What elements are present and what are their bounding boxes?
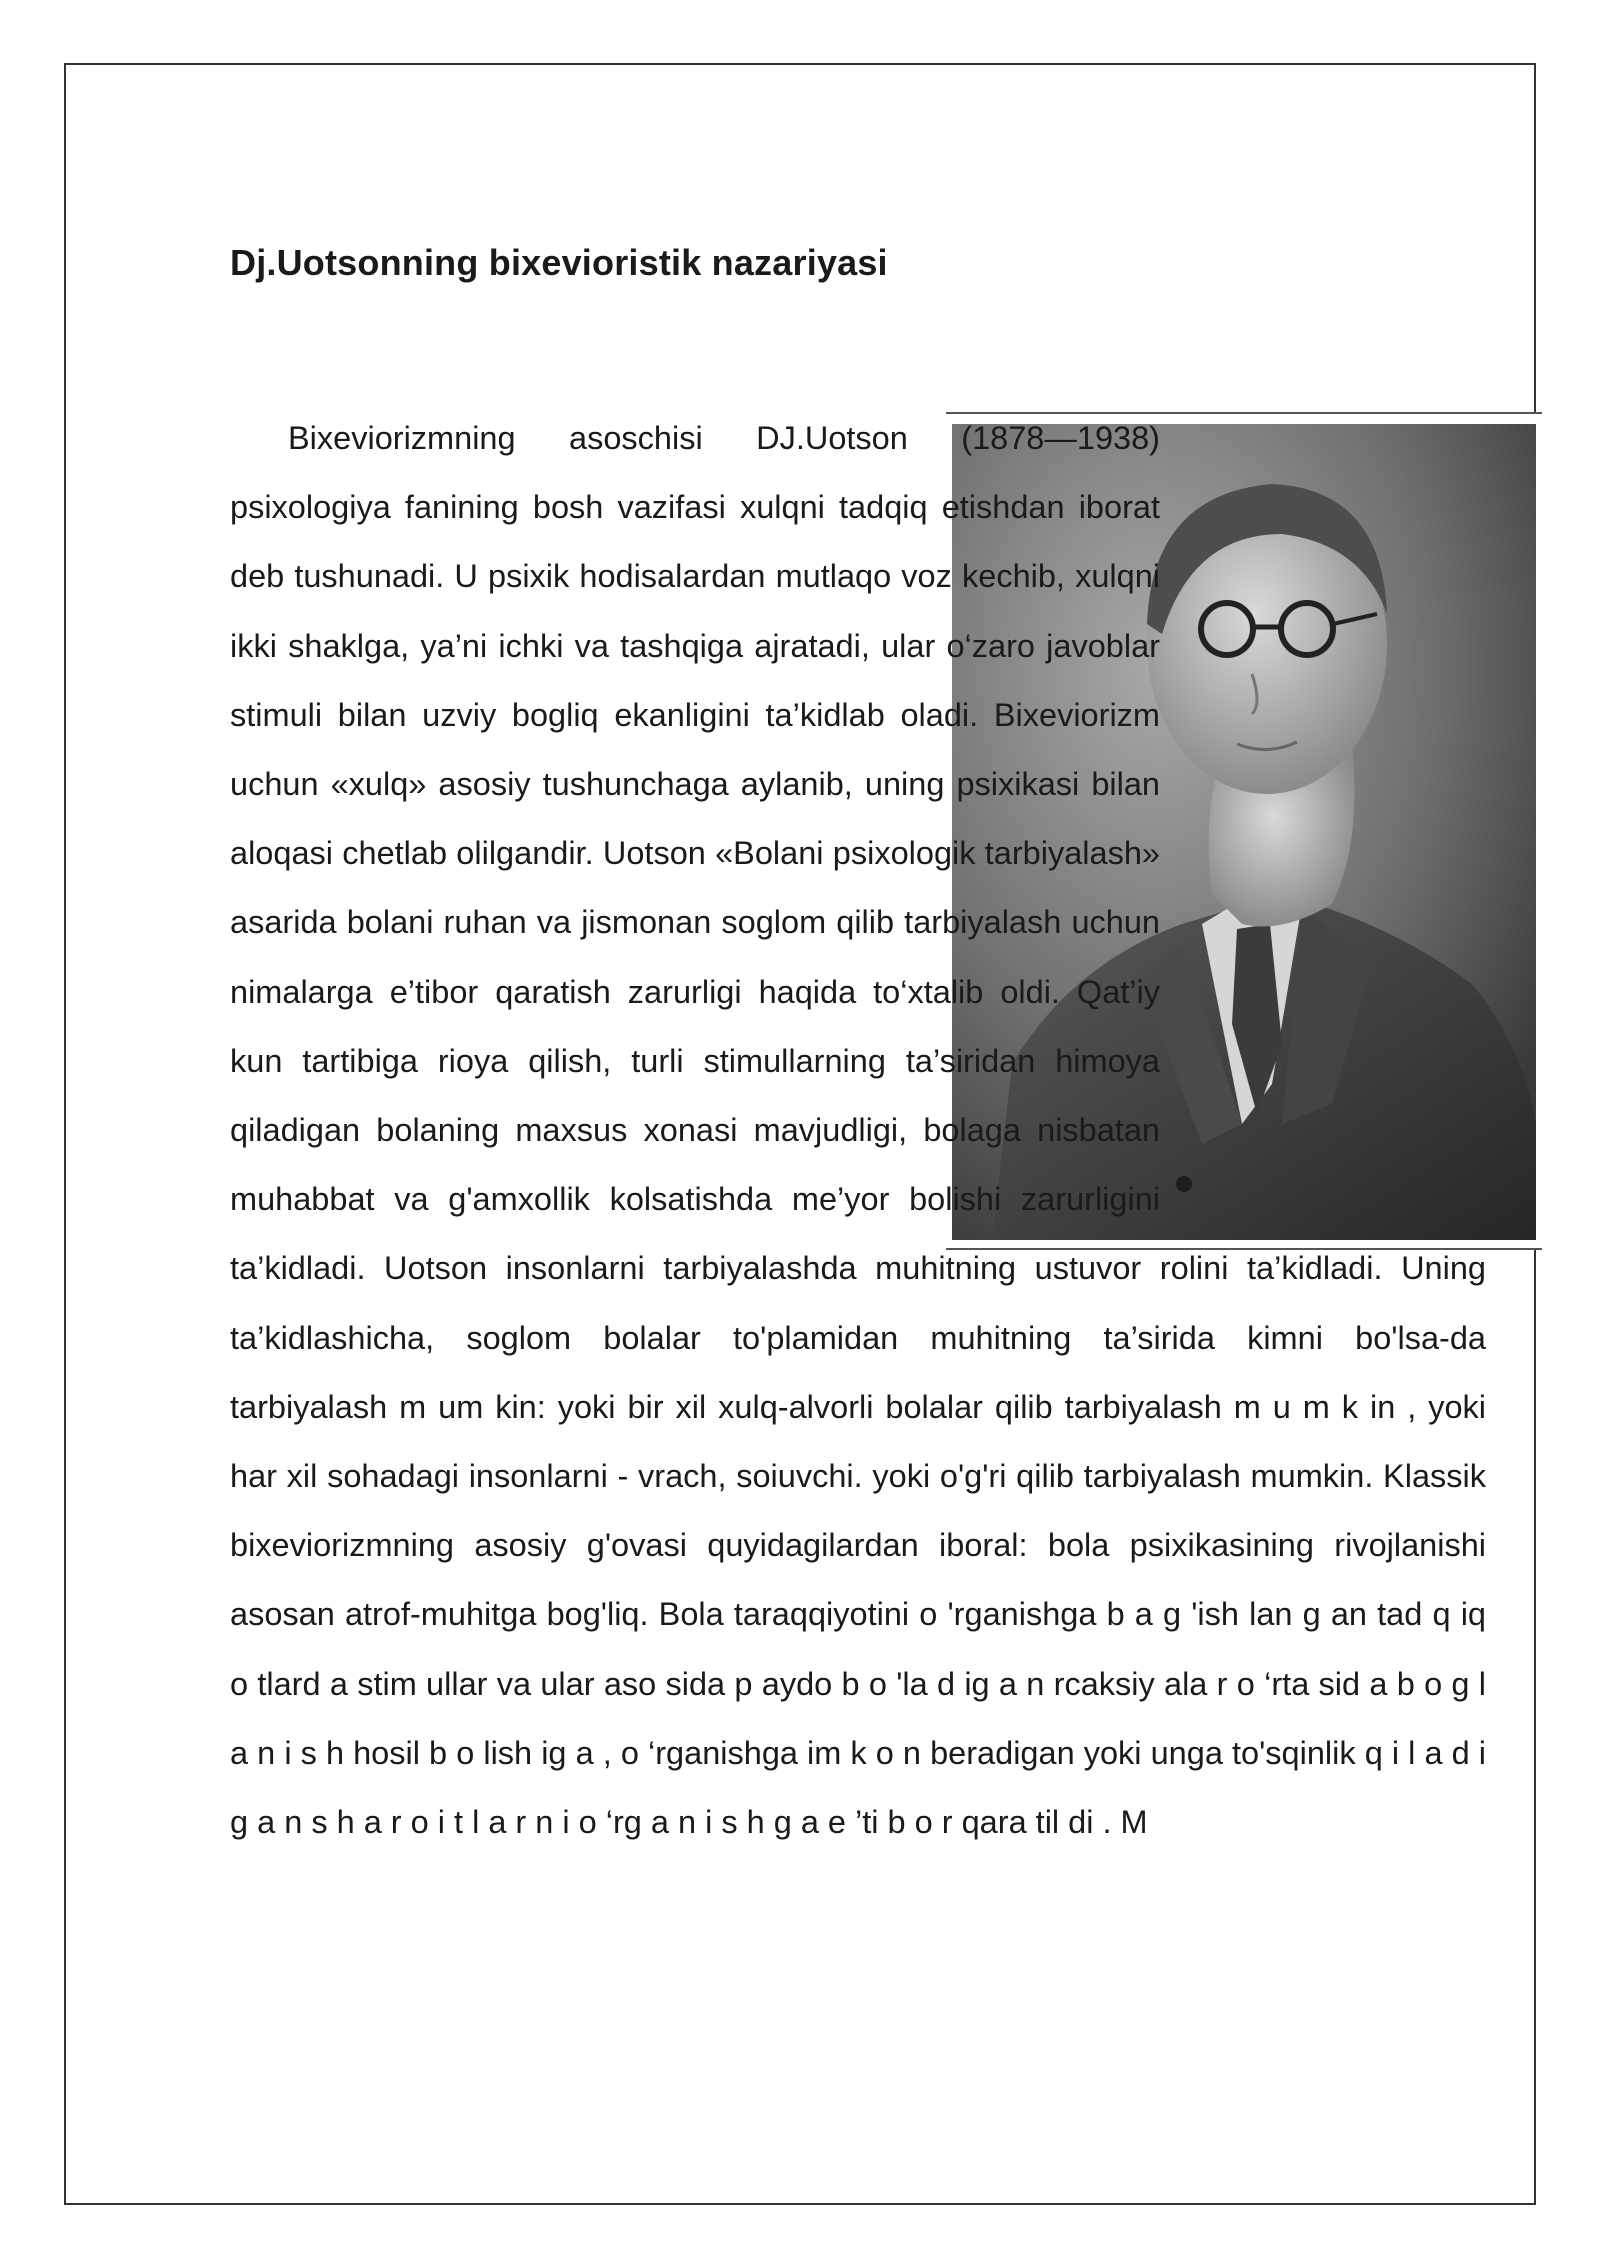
document-title: Dj.Uotsonning bixevioristik nazariyasi (230, 242, 888, 283)
figure-wrap-spacer (1160, 404, 1486, 1234)
body-paragraph: Bixeviorizmning asoschisi DJ.Uotson (1878—1938) psixologiya fanining bosh vazifasi xulqni tadqiq etishdan iborat deb tushunadi. U psixik hodisalardan mutlaqo voz kechib, xulqni ikki shaklga, ya’ni ichki va tashqiga ajratadi, ular o‘zaro javoblar stimuli bilan uzviy bogliq ekanligini ta’kidlab oladi. Bixeviorizm uchun «xulq» asosiy tushunchaga aylanib, uning psixikasi bilan aloqasi chetlab olilgandir. Uotson «Bolani psixologik tarbiyalash» asarida bolani ruhan va jismonan soglom qilib tarbiyalash uchun nimalarga e’tibor qaratish zarurligi haqida to‘xtalib oldi. Qat’iy kun tartibiga rioya qilish, turli stimullarning ta’siridan himoya qiladigan bolaning maxsus xonasi mavjudligi, bolaga nisbatan muhabbat va g'amxollik kolsatishda me’yor bolishi zarurligini ta’kidladi. Uotson insonlarni tarbiyalashda muhitning ustuvor rolini ta’kidladi. Uning ta’kidlashicha, soglom bolalar to'plamidan muhitning ta’sirida kimni bo'lsa-da tarbiyalash m um kin: yoki bir xil xulq-alvorli bolalar qilib tarbiyalash m u m k in , yoki har xil sohadagi insonlarni - vrach, soiuvchi. yoki o'g'ri qilib tarbiyalash mumkin. Klassik bixeviorizmning asosiy g'ovasi quyidagilardan iboral: bola psixikasining rivojlanishi asosan atrof-muhitga bog'liq. Bola taraqqiyotini o 'rganishga b a g 'ish lan g an tad q iq o tlard a stim ullar va ular aso sida p aydo b o 'la d ig a n rcaksiy ala r o ‘rta sid a b o g l a n i s h hosil b o lish ig a , o ‘rganishga im k o n beradigan yoki unga to'sqinlik q i l a d i g a n s h a r o i t l a r n i o ‘rg a n i s h g a e ’ti b o r qara til di . M (230, 420, 1486, 1841)
document-body (230, 404, 1486, 1857)
